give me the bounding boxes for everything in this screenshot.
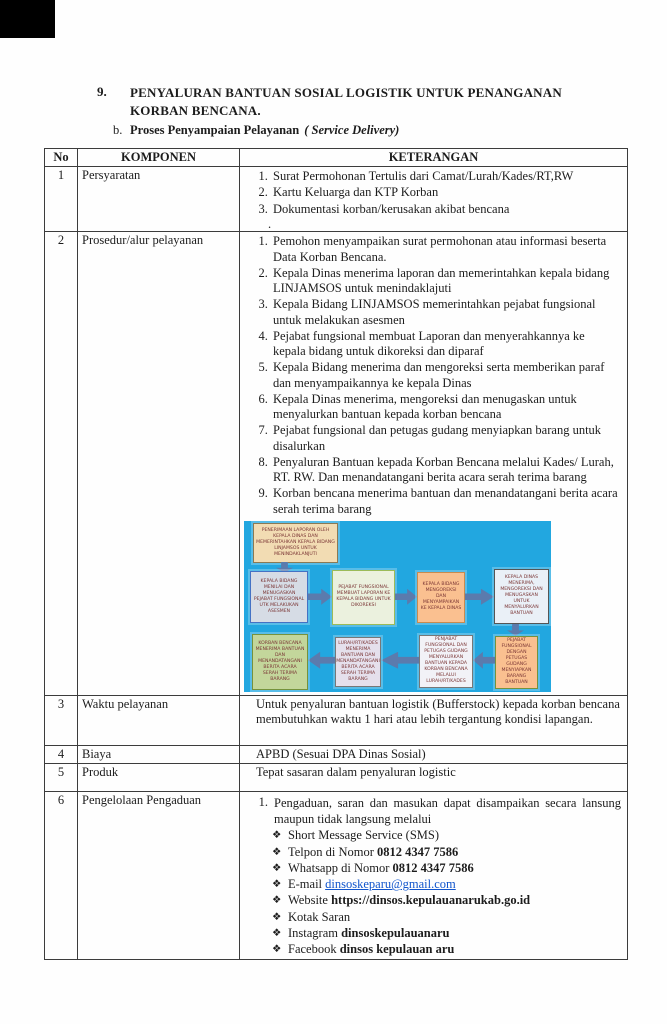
list-item: 3. Dokumentasi korban/kerusakan akibat bencana [271, 202, 619, 217]
cell-no: 5 [45, 764, 78, 792]
flowchart-box-korban-menerima: KORBAN BENCANA MENERIMA BANTUAN DAN MENANDATANGANI BERITA ACARA SERAH TERIMA BARANG [252, 634, 308, 690]
service-components-table [44, 148, 628, 960]
channel-text: Website [288, 893, 328, 908]
scan-corner-mark [0, 0, 55, 38]
flowchart-box-lurah-menerima: LURAH/RT/KADES MENERIMA BANTUAN DAN MENANDATANGANI BERITA ACARA SERAH TERIMA BARANG [335, 637, 381, 687]
header-row [45, 149, 628, 167]
channel-text: Whatsapp di Nomor [288, 860, 390, 875]
complaint-intro-number: 1. [258, 795, 268, 810]
arrow-left-icon [473, 652, 495, 669]
complaint-channel-whatsapp [244, 861, 623, 876]
cell-no: 2 [45, 232, 78, 696]
arrow-right-icon [395, 589, 417, 605]
diamond-bullet-icon: ❖ [272, 943, 282, 956]
complaint-channel-phone [244, 845, 623, 860]
requirements-list [244, 169, 619, 217]
list-item: 4. Pejabat fungsional membuat Laporan dan menyerahkannya ke kepala bidang untuk dikoreksi dan diparaf [271, 329, 619, 360]
diamond-bullet-icon: ❖ [272, 829, 282, 842]
section-title [97, 84, 637, 119]
cell-no: 3 [45, 695, 78, 745]
channel-value: 0812 4347 7586 [392, 860, 474, 875]
table-row-waktu [45, 695, 628, 745]
column-header-no: No [45, 149, 78, 167]
list-item: 5. Kepala Bidang menerima dan mengoreksi serta memberikan paraf dan menyampaikannya ke kepala Dinas [271, 360, 619, 391]
table-row-biaya [45, 745, 628, 764]
subsection-label: Proses Penyampaian Pelayanan [130, 123, 300, 138]
cell-no: 4 [45, 745, 78, 764]
arrow-left-icon [308, 652, 335, 669]
channel-text: E-mail [288, 877, 323, 892]
section-title-text [130, 84, 562, 119]
channel-text: Short Message Service (SMS) [288, 828, 440, 843]
website-url: https://dinsos.kepulauanarukab.go.id [331, 893, 531, 908]
section-number: 9. [97, 84, 107, 99]
list-item: 1. Surat Permohonan Tertulis dari Camat/Lurah/Kades/RT,RW [271, 169, 619, 184]
list-item: 3. Kepala Bidang LINJAMSOS memerintahkan pejabat fungsional untuk melakukan asesmen [271, 297, 619, 328]
complaint-channel-sms [244, 828, 623, 843]
channel-value: dinsos kepulauan aru [339, 942, 455, 957]
diamond-bullet-icon: ❖ [272, 894, 282, 907]
cell-keterangan [240, 764, 628, 792]
flowchart-box-kepala-bidang-menilai: KEPALA BIDANG MENILAI DAN MENUGASKAN PEJABAT FUNGSIONAL UTK MELAKUKAN ASESMEN [250, 571, 308, 623]
flowchart-box-kepala-bidang-mengoreksi: KEPALA BIDANG MENGOREKSI DAN MENYAMPAIKAN KE KEPALA DINAS [417, 572, 465, 623]
list-item: 2. Kartu Keluarga dan KTP Korban [271, 185, 619, 200]
diamond-bullet-icon: ❖ [272, 926, 282, 939]
complaint-channel-kotak-saran [244, 910, 623, 925]
flowchart-box-penerimaan-laporan: PENERIMAAN LAPORAN OLEH KEPALA DINAS DAN MEMERINTAHKAN KEPALA BIDANG LINJAMSOS UNTUK MENINDAKLANJUTI [253, 523, 338, 563]
list-item: 8. Penyaluran Bantuan kepada Korban Bencana melalui Kades/ Lurah, RT. RW. Dan menandatangani berita acara serah terima barang [271, 455, 619, 486]
title-line-1: PENYALURAN BANTUAN SOSIAL LOGISTIK UNTUK PENANGANAN [130, 85, 562, 100]
channel-text: Telpon di Nomor [288, 844, 374, 859]
channel-text: Kotak Saran [288, 909, 351, 924]
biaya-text: APBD (Sesuai DPA Dinas Sosial) [256, 746, 426, 761]
stray-period: . [268, 216, 272, 231]
cell-keterangan [240, 745, 628, 764]
table-row-persyaratan [45, 167, 628, 232]
title-block [97, 84, 637, 138]
cell-keterangan [240, 792, 628, 960]
arrow-right-icon [465, 589, 494, 605]
channel-value: dinsoskepulauanaru [341, 925, 450, 940]
flowchart-box-kepala-dinas-menerima: KEPALA DINAS MENERIMA, MENGOREKSI DAN MENUGASKAN UNTUK MENYALURKAN BANTUAN [494, 569, 549, 624]
channel-value: 0812 4347 7586 [377, 844, 459, 859]
complaint-channel-website [244, 893, 623, 908]
arrow-right-icon [308, 589, 332, 605]
cell-komponen: Waktu pelayanan [78, 695, 240, 745]
cell-no: 6 [45, 792, 78, 960]
title-line-2: KORBAN BENCANA. [130, 102, 261, 118]
cell-keterangan [240, 232, 628, 696]
cell-komponen: Persyaratan [78, 167, 240, 232]
complaint-intro-text: Pengaduan, saran dan masukan dapat disampaikan secara lansung maupun tidak langsung melalui [274, 796, 621, 827]
cell-keterangan [240, 695, 628, 745]
complaint-channel-facebook [244, 942, 623, 957]
table-row-prosedur [45, 232, 628, 696]
flowchart-box-pejabat-membuat-laporan: PEJABAT FUNGSIONAL MEMBUAT LAPORAN KE KEPALA BIDANG UNTUK DIKOREKSI [332, 570, 395, 625]
column-header-komponen: KOMPONEN [78, 149, 240, 167]
cell-komponen: Pengelolaan Pengaduan [78, 792, 240, 960]
subsection-letter: b. [113, 123, 123, 138]
produk-text: Tepat sasaran dalam penyaluran logistic [256, 765, 456, 780]
subsection-title [113, 123, 637, 138]
waktu-text: Untuk penyaluran bantuan logistik (Bufferstock) kepada korban bencana membutuhkan waktu 1 hari atau lebih tergantung kondisi lapangan. [256, 696, 620, 727]
complaint-intro [244, 795, 623, 827]
list-item: 9. Korban bencana menerima bantuan dan menandatangani berita acara serah terima barang [271, 486, 619, 517]
diamond-bullet-icon: ❖ [272, 910, 282, 923]
diamond-bullet-icon: ❖ [272, 861, 282, 874]
arrow-down-icon [507, 624, 524, 636]
procedure-flowchart [244, 521, 551, 692]
procedure-list [244, 234, 619, 517]
cell-komponen: Biaya [78, 745, 240, 764]
flowchart-box-menyalurkan-bantuan: PENJABAT FUNGSIONAL DAN PETUGAS GUDANG MENYALURKAN BANTUAN KEPADA KORBAN BENCANA MELALUI LURAH/RT/KADES [419, 635, 473, 688]
table-row-pengaduan [45, 792, 628, 960]
list-item: 7. Pejabat fungsional dan petugas gudang menyiapkan barang untuk disalurkan [271, 423, 619, 454]
cell-no: 1 [45, 167, 78, 232]
list-item: 1. Pemohon menyampaikan surat permohonan atau informasi beserta Data Korban Bencana. [271, 234, 619, 265]
cell-komponen: Prosedur/alur pelayanan [78, 232, 240, 696]
cell-komponen: Produk [78, 764, 240, 792]
email-link[interactable]: dinsoskeparu@gmail.com [325, 877, 456, 892]
diamond-bullet-icon: ❖ [272, 878, 282, 891]
complaint-channel-email [244, 877, 623, 892]
arrow-left-icon [381, 652, 419, 669]
cell-keterangan [240, 167, 628, 232]
list-item: 6. Kepala Dinas menerima, mengoreksi dan menugaskan untuk menyalurkan bantuan kepada korban bencana [271, 392, 619, 423]
diamond-bullet-icon: ❖ [272, 845, 282, 858]
subsection-label-italic: ( Service Delivery) [304, 123, 400, 138]
column-header-keterangan: KETERANGAN [240, 149, 628, 167]
table-row-produk [45, 764, 628, 792]
channel-text: Facebook [288, 942, 337, 957]
channel-text: Instagram [288, 925, 338, 940]
flowchart-box-menyiapkan-barang: PEJABAT FUNGSIONAL DENGAN PETUGAS GUDANG MENYIAPKAN BARANG BANTUAN [495, 636, 538, 689]
complaint-channel-instagram [244, 926, 623, 941]
list-item: 2. Kepala Dinas menerima laporan dan memerintahkan kepala bidang LINJAMSOS untuk menindaklajuti [271, 266, 619, 297]
